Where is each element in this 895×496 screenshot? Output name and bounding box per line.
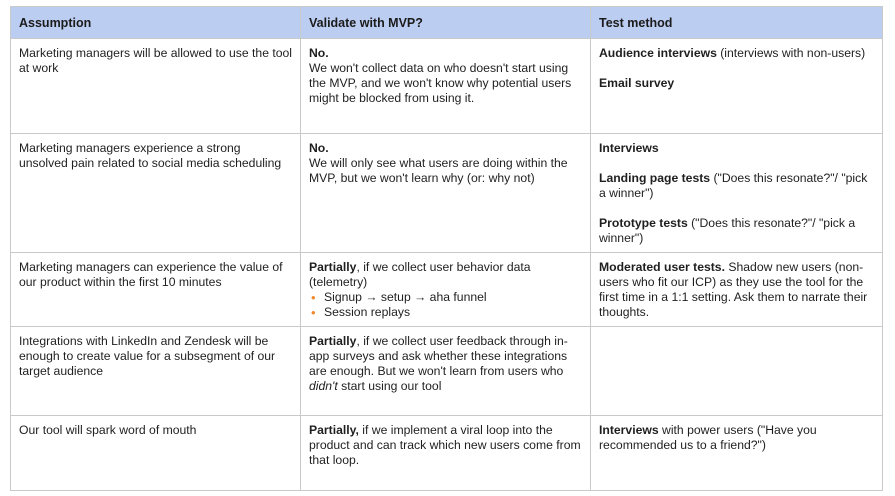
validate-emphasis: didn't [309, 379, 338, 393]
method-name: Landing page tests [599, 171, 711, 185]
assumption-cell: Integrations with LinkedIn and Zendesk will be enough to create value for a subsegment of our target audience [11, 327, 301, 416]
method-name: Moderated user tests. [599, 260, 725, 274]
header-validate: Validate with MVP? [301, 7, 591, 39]
table-row [11, 416, 883, 491]
method-detail: ("Does this resonate?"/ "pick a winner") [599, 171, 868, 200]
bullet-icon: • [311, 305, 316, 320]
assumption-cell: Marketing managers experience a strong unsolved pain related to social media scheduling [11, 134, 301, 253]
validate-verdict: Partially [309, 260, 357, 274]
header-assumption: Assumption [11, 7, 301, 39]
validate-cell [301, 39, 591, 134]
validate-cell [301, 327, 591, 416]
validate-text: We will only see what users are doing within the MVP, but we won't learn why (or: why not) [309, 156, 568, 185]
list-item: • Signup → setup → aha funnel [311, 290, 487, 305]
assumptions-table [10, 6, 883, 491]
table-row [11, 253, 883, 327]
validate-text: , if we collect user behavior data (telemetry) [309, 260, 531, 289]
validate-verdict: Partially [309, 334, 357, 348]
method-cell [591, 253, 883, 327]
method-name: Interviews [599, 423, 659, 437]
method-cell [591, 327, 883, 416]
validate-cell [301, 253, 591, 327]
method-cell [591, 134, 883, 253]
method-name: Email survey [599, 76, 675, 90]
validate-cell [301, 416, 591, 491]
validate-bullets [309, 290, 582, 320]
assumption-cell: Marketing managers will be allowed to use the tool at work [11, 39, 301, 134]
validate-text: We won't collect data on who doesn't start using the MVP, and we won't know why potential users might be blocked from using it. [309, 61, 572, 105]
list-item: • Session replays [311, 305, 411, 320]
table-row [11, 327, 883, 416]
validate-text: , if we collect user feedback through in-app surveys and ask whether these integrations are enough. But we won't learn from users who [309, 334, 568, 378]
assumption-cell: Our tool will spark word of mouth [11, 416, 301, 491]
validate-cell [301, 134, 591, 253]
method-detail: Shadow new users (non-users who fit our ICP) as they use the tool for the first time in a 1:1 setting. Ask them to narrate their thoughts. [599, 260, 868, 319]
validate-text: if we implement a viral loop into the product and can track which new users come from that loop. [309, 423, 581, 467]
method-name: Audience interviews [599, 46, 717, 60]
table-row [11, 134, 883, 253]
method-cell [591, 416, 883, 491]
bullet-icon: • [311, 290, 316, 305]
method-name: Interviews [599, 141, 659, 155]
method-detail: with power users ("Have you recommended us to a friend?") [599, 423, 817, 452]
header-test-method: Test method [591, 7, 883, 39]
validate-text-tail: start using our tool [337, 379, 442, 393]
method-detail: (interviews with non-users) [716, 46, 866, 60]
method-cell [591, 39, 883, 134]
assumption-cell: Marketing managers can experience the value of our product within the first 10 minutes [11, 253, 301, 327]
header-row [11, 7, 883, 39]
method-name: Prototype tests [599, 216, 688, 230]
method-detail: ("Does this resonate?"/ "pick a winner") [599, 216, 856, 245]
validate-verdict: Partially, [309, 423, 359, 437]
table-row [11, 39, 883, 134]
validate-verdict: No. [309, 46, 329, 60]
validate-verdict: No. [309, 141, 329, 155]
